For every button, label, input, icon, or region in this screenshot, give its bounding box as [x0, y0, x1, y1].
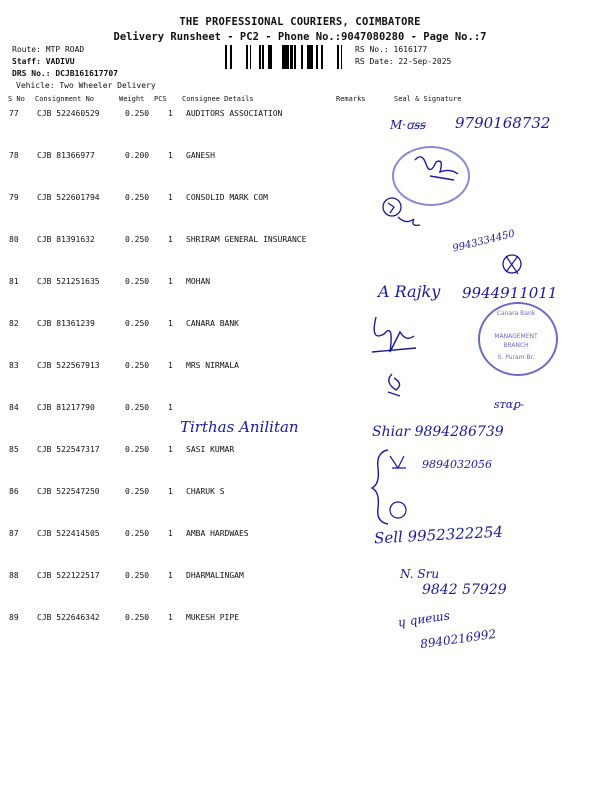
row-consignee: AMBA HARDWAES — [186, 529, 249, 538]
barcode-bar — [307, 45, 308, 69]
row-weight: 0.250 — [125, 235, 150, 244]
row-sno: 87 — [9, 529, 19, 538]
barcode-bar — [310, 45, 312, 69]
barcode-bar — [337, 45, 338, 69]
row-consignee: MOHAN — [186, 277, 211, 286]
col-remarks: Remarks — [336, 95, 366, 103]
row-consignee: MUKESH PIPE — [186, 613, 239, 622]
table-row — [0, 571, 600, 613]
row-weight: 0.200 — [125, 151, 150, 160]
handwritten-phone-87: Sell 9952322254 — [373, 522, 504, 548]
barcode-bar — [284, 45, 286, 69]
col-pcs: PCS — [154, 95, 167, 103]
row-consignment-no: CJB 81217790 — [37, 403, 95, 412]
barcode-bar — [308, 45, 309, 69]
barcode-image — [225, 45, 351, 69]
row-pcs: 1 — [168, 109, 173, 118]
barcode-bar — [247, 45, 248, 69]
row-pcs: 1 — [168, 319, 173, 328]
staff-label: Staff: VADIVU — [12, 57, 75, 66]
col-consignment: Consignment No — [35, 95, 95, 103]
row-consignee: SHRIRAM GENERAL INSURANCE — [186, 235, 307, 244]
rs-date: RS Date: 22-Sep-2025 — [355, 57, 452, 66]
row-weight: 0.250 — [125, 487, 150, 496]
table-row — [0, 613, 600, 655]
barcode-bar — [259, 45, 261, 69]
row-weight: 0.250 — [125, 613, 150, 622]
row-weight: 0.250 — [125, 571, 150, 580]
bracket-85-86 — [368, 448, 408, 528]
row-weight: 0.250 — [125, 277, 150, 286]
row-consignment-no: CJB 81361239 — [37, 319, 95, 328]
row-sno: 80 — [9, 235, 19, 244]
table-row — [0, 487, 600, 529]
handwritten-phone-85b: 9894032056 — [422, 458, 492, 471]
signature-82 — [366, 312, 436, 402]
row-sno: 81 — [9, 277, 19, 286]
row-consignment-no: CJB 522646342 — [37, 613, 100, 622]
table-row — [0, 445, 600, 487]
row-weight: 0.250 — [125, 319, 150, 328]
row-consignment-no: CJB 81391632 — [37, 235, 95, 244]
row-sno: 78 — [9, 151, 19, 160]
row-consignment-no: CJB 522601794 — [37, 193, 100, 202]
row-consignee: CONSOLID MARK COM — [186, 193, 268, 202]
row-consignment-no: CJB 522547317 — [37, 445, 100, 454]
runsheet-subtitle: Delivery Runsheet - PC2 - Phone No.:9047080280 - Page No.:7 — [113, 31, 487, 43]
row-consignment-no: CJB 522567913 — [37, 361, 100, 370]
table-row — [0, 151, 600, 193]
row-sno: 85 — [9, 445, 19, 454]
row-pcs: 1 — [168, 613, 173, 622]
barcode-bar — [262, 45, 264, 69]
handwritten-sign-84: ꜱᴛɑꝑ- — [494, 398, 524, 411]
stamp-bank-name: Canara Bank — [496, 310, 536, 317]
row-weight: 0.250 — [125, 529, 150, 538]
row-pcs: 1 — [168, 571, 173, 580]
drs-number: DRS No.: DCJB161617707 — [12, 69, 118, 78]
row-pcs: 1 — [168, 445, 173, 454]
runsheet-title: THE PROFESSIONAL COURIERS, COIMBATORE — [179, 16, 421, 28]
vehicle-label: Vehicle: Two Wheeler Delivery — [16, 81, 156, 90]
row-consignee: AUDITORS ASSOCIATION — [186, 109, 283, 118]
rs-number: RS No.: 1616177 — [355, 45, 428, 54]
row-consignment-no: CJB 522122517 — [37, 571, 100, 580]
row-weight: 0.250 — [125, 445, 150, 454]
col-weight: Weight — [119, 95, 145, 103]
handwritten-phone-77: 9790168732 — [455, 114, 551, 132]
barcode-bar — [341, 45, 342, 69]
row-weight: 0.250 — [125, 361, 150, 370]
barcode-bar — [269, 45, 272, 69]
handwritten-sign-81: A Rajky — [378, 282, 441, 301]
barcode-bar — [338, 45, 339, 69]
handwritten-sign-89: ɥ qᴎeɯs — [397, 608, 451, 630]
row-pcs: 1 — [168, 403, 173, 412]
row-sno: 84 — [9, 403, 19, 412]
row-consignee: GANESH — [186, 151, 215, 160]
handwritten-sign-77: M·ꭤꞩꞩ — [390, 118, 425, 132]
row-consignment-no: CJB 522460529 — [37, 109, 100, 118]
row-pcs: 1 — [168, 193, 173, 202]
row-pcs: 1 — [168, 361, 173, 370]
row-pcs: 1 — [168, 529, 173, 538]
handwritten-phone-89: 8940216992 — [419, 626, 497, 652]
row-pcs: 1 — [168, 487, 173, 496]
row-sno: 83 — [9, 361, 19, 370]
col-sno: S No — [8, 95, 25, 103]
signature-79 — [380, 195, 430, 235]
stamp-city: S. Puram Br. — [497, 354, 535, 361]
row-sno: 79 — [9, 193, 19, 202]
barcode-bar — [312, 45, 313, 69]
row-pcs: 1 — [168, 277, 173, 286]
row-consignment-no: CJB 81366977 — [37, 151, 95, 160]
row-consignment-no: CJB 521251635 — [37, 277, 100, 286]
handwritten-phone-85a: Shiar 9894286739 — [372, 424, 504, 440]
barcode-bar — [282, 45, 284, 69]
row-weight: 0.250 — [125, 403, 150, 412]
row-sno: 77 — [9, 109, 19, 118]
barcode-bar — [321, 45, 323, 69]
barcode-bar — [286, 45, 289, 69]
route-label: Route: MTP ROAD — [12, 45, 85, 54]
stamp-management: MANAGEMENT — [494, 333, 538, 340]
row-weight: 0.250 — [125, 109, 150, 118]
barcode-bar — [301, 45, 303, 69]
table-row — [0, 529, 600, 571]
barcode-bar — [268, 45, 269, 69]
barcode-bar — [230, 45, 232, 69]
row-sno: 82 — [9, 319, 19, 328]
handwritten-remark-84: Tirthas Anilitan — [180, 418, 299, 436]
handwritten-phone-80: 9943334450 — [451, 228, 517, 255]
handwritten-sign-88: N. Sru — [400, 567, 440, 581]
barcode-bar — [290, 45, 293, 69]
row-sno: 86 — [9, 487, 19, 496]
barcode-bar — [246, 45, 247, 69]
row-consignment-no: CJB 522547250 — [37, 487, 100, 496]
handwritten-phone-81: 9944911011 — [462, 284, 558, 302]
row-pcs: 1 — [168, 151, 173, 160]
row-pcs: 1 — [168, 235, 173, 244]
signature-78 — [410, 150, 470, 190]
row-consignment-no: CJB 522414505 — [37, 529, 100, 538]
row-consignee: DHARMALINGAM — [186, 571, 244, 580]
stamp-branch: BRANCH — [503, 342, 529, 349]
row-consignee: CANARA BANK — [186, 319, 239, 328]
col-seal-signature: Seal & Signature — [394, 95, 462, 103]
barcode-bar — [294, 45, 296, 69]
row-sno: 89 — [9, 613, 19, 622]
row-consignee: MRS NIRMALA — [186, 361, 239, 370]
barcode-bar — [309, 45, 310, 69]
handwritten-phone-88: 9842 57929 — [422, 582, 507, 598]
barcode-bar — [316, 45, 318, 69]
row-consignee: SASI KUMAR — [186, 445, 235, 454]
col-consignee: Consignee Details — [182, 95, 254, 103]
row-weight: 0.250 — [125, 193, 150, 202]
signature-80 — [498, 250, 528, 280]
row-consignee: CHARUK S — [186, 487, 225, 496]
barcode-bar — [250, 45, 251, 69]
row-sno: 88 — [9, 571, 19, 580]
barcode-bar — [225, 45, 227, 69]
